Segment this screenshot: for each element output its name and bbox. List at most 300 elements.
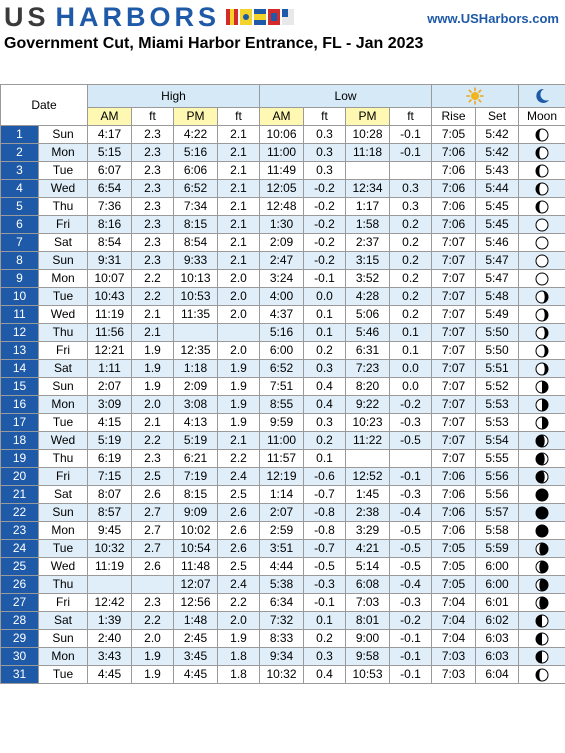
high-pm-time: 6:21 [174,450,218,468]
sun-header [432,85,519,108]
day-name: Thu [39,450,88,468]
waxing-crescent-icon [519,576,565,594]
table-row [1,144,565,162]
low-pm-time: 9:22 [346,396,390,414]
low-pm-time: 10:53 [346,666,390,684]
day-number: 19 [1,450,39,468]
sunset: 5:53 [476,414,519,432]
sunset: 5:44 [476,180,519,198]
low-pm-time: 4:21 [346,540,390,558]
high-am-ft: 2.2 [132,612,174,630]
low-am-ft: -0.1 [304,270,346,288]
day-name: Fri [39,342,88,360]
low-pm-time: 10:23 [346,414,390,432]
sunset: 5:48 [476,288,519,306]
low-pm-ft: 0.2 [390,234,432,252]
low-pm-ft: 0.3 [390,180,432,198]
sunrise: 7:05 [432,540,476,558]
sunrise: 7:07 [432,324,476,342]
high-pm-time: 5:16 [174,144,218,162]
high-am-time: 10:07 [88,270,132,288]
low-pm-time: 1:17 [346,198,390,216]
table-row [1,216,565,234]
high-am-ft: 2.5 [132,468,174,486]
low-am-ft: -0.5 [304,558,346,576]
logo-harbors-text: HARBORS [55,2,221,32]
high-pm-ft: 1.9 [218,378,260,396]
website-link[interactable]: www.USHarbors.com [427,11,559,26]
table-row [1,360,565,378]
low-pm-time: 6:08 [346,576,390,594]
high-pm-time: 10:02 [174,522,218,540]
low-am-ft: 0.4 [304,666,346,684]
sunset: 5:50 [476,324,519,342]
table-row [1,270,565,288]
day-number: 17 [1,414,39,432]
high-am-time: 3:09 [88,396,132,414]
table-row [1,414,565,432]
waxing-gibbous-icon [519,144,565,162]
high-am-ft: 2.3 [132,234,174,252]
high-am-ft: 2.3 [132,216,174,234]
full-moon-icon [519,252,565,270]
high-am-ft: 2.7 [132,540,174,558]
high-am-ft: 1.9 [132,342,174,360]
high-am-time: 8:57 [88,504,132,522]
low-pm-time: 3:29 [346,522,390,540]
low-am-time: 5:16 [260,324,304,342]
high-am-time: 4:17 [88,126,132,144]
day-name: Fri [39,468,88,486]
high-pm-ft: 1.9 [218,414,260,432]
high-am-time: 4:15 [88,414,132,432]
low-am-time: 1:14 [260,486,304,504]
sunset: 5:56 [476,468,519,486]
high-pm-time: 10:54 [174,540,218,558]
day-name: Tue [39,666,88,684]
low-am-ft: 0.2 [304,342,346,360]
sunrise: 7:06 [432,180,476,198]
sunrise: 7:04 [432,612,476,630]
day-name: Sat [39,486,88,504]
high-am-ft: 2.2 [132,270,174,288]
low-am-ft: -0.8 [304,504,346,522]
low-pm-ft: -0.4 [390,504,432,522]
high-pm-time: 7:19 [174,468,218,486]
day-name: Sun [39,630,88,648]
waxing-gibbous-icon [519,126,565,144]
low-am-time: 6:34 [260,594,304,612]
low-pm-ft: -0.1 [390,126,432,144]
low-am-time: 11:49 [260,162,304,180]
sunset: 6:00 [476,576,519,594]
high-pm-time: 11:48 [174,558,218,576]
table-row [1,612,565,630]
sunrise: 7:05 [432,126,476,144]
first-quarter-icon [519,612,565,630]
table-row [1,504,565,522]
low-pm-time: 11:22 [346,432,390,450]
sunrise: 7:03 [432,666,476,684]
low-am-ft-header: ft [304,108,346,126]
low-am-time: 2:59 [260,522,304,540]
new-moon-icon [519,522,565,540]
high-pm-ft: 1.9 [218,360,260,378]
low-am-time: 8:33 [260,630,304,648]
high-pm-ft: 2.5 [218,558,260,576]
low-am-ft: -0.2 [304,234,346,252]
high-pm-time: 6:06 [174,162,218,180]
low-am-ft: 0.1 [304,324,346,342]
day-number: 9 [1,270,39,288]
day-number: 4 [1,180,39,198]
high-pm-ft: 2.2 [218,594,260,612]
low-pm-ft: 0.1 [390,342,432,360]
table-row [1,198,565,216]
day-name: Wed [39,432,88,450]
sunset: 5:49 [476,306,519,324]
table-row [1,432,565,450]
sunset: 5:50 [476,342,519,360]
low-am-time: 9:59 [260,414,304,432]
high-header: High [88,85,260,108]
page-title: Government Cut, Miami Harbor Entrance, FL - Jan 2023 [4,35,424,52]
last-quarter-icon [519,378,565,396]
low-pm-time [346,162,390,180]
high-am-ft: 2.3 [132,594,174,612]
low-pm-ft: -0.1 [390,144,432,162]
day-number: 27 [1,594,39,612]
low-am-header: AM [260,108,304,126]
day-name: Sun [39,504,88,522]
day-number: 18 [1,432,39,450]
day-number: 14 [1,360,39,378]
low-pm-ft: -0.3 [390,486,432,504]
high-am-time: 9:45 [88,522,132,540]
high-pm-ft: 2.0 [218,306,260,324]
high-pm-time: 4:22 [174,126,218,144]
sunset: 5:59 [476,540,519,558]
low-am-ft: 0.0 [304,288,346,306]
low-am-time: 7:32 [260,612,304,630]
low-pm-time: 12:34 [346,180,390,198]
day-number: 1 [1,126,39,144]
low-pm-ft: -0.1 [390,648,432,666]
day-name: Sun [39,378,88,396]
high-pm-ft: 2.6 [218,504,260,522]
day-name: Sat [39,360,88,378]
waxing-crescent-icon [519,558,565,576]
low-am-ft: 0.1 [304,450,346,468]
high-am-ft: 2.1 [132,324,174,342]
day-name: Sun [39,126,88,144]
high-am-time: 8:16 [88,216,132,234]
full-moon-icon [519,270,565,288]
high-pm-ft: 2.1 [218,198,260,216]
sunrise: 7:06 [432,198,476,216]
tide-rows [1,126,565,684]
day-number: 13 [1,342,39,360]
low-pm-time: 3:52 [346,270,390,288]
sunset: 5:57 [476,504,519,522]
day-number: 22 [1,504,39,522]
sunrise: 7:07 [432,252,476,270]
day-name: Mon [39,396,88,414]
high-am-time: 6:07 [88,162,132,180]
low-am-time: 9:34 [260,648,304,666]
high-am-ft: 2.3 [132,126,174,144]
sunset: 5:58 [476,522,519,540]
sunset: 5:56 [476,486,519,504]
table-row [1,486,565,504]
high-pm-time: 1:48 [174,612,218,630]
high-pm-header: PM [174,108,218,126]
high-pm-ft: 2.1 [218,432,260,450]
low-am-ft: -0.7 [304,540,346,558]
low-pm-time: 5:06 [346,306,390,324]
header [0,0,565,84]
low-am-time: 8:55 [260,396,304,414]
low-am-ft: 0.1 [304,612,346,630]
sunrise: 7:05 [432,576,476,594]
low-pm-ft [390,450,432,468]
high-pm-ft: 2.5 [218,486,260,504]
high-pm-ft: 2.6 [218,540,260,558]
full-moon-icon [519,216,565,234]
sunset: 5:42 [476,144,519,162]
high-am-ft: 1.9 [132,648,174,666]
high-pm-time: 5:19 [174,432,218,450]
day-number: 26 [1,576,39,594]
low-am-time: 2:09 [260,234,304,252]
low-am-ft: -0.3 [304,576,346,594]
high-am-time: 11:56 [88,324,132,342]
high-pm-time: 3:08 [174,396,218,414]
high-am-ft: 2.2 [132,432,174,450]
table-row [1,540,565,558]
usharbors-logo [4,4,294,30]
table-row [1,594,565,612]
low-pm-ft: 0.1 [390,324,432,342]
day-name: Mon [39,648,88,666]
low-am-ft: 0.4 [304,378,346,396]
low-pm-time: 2:37 [346,234,390,252]
low-am-ft: 0.4 [304,396,346,414]
high-pm-time: 8:15 [174,216,218,234]
high-pm-ft: 1.9 [218,630,260,648]
day-number: 25 [1,558,39,576]
high-pm-ft: 2.1 [218,126,260,144]
table-row [1,522,565,540]
high-am-ft: 2.3 [132,180,174,198]
high-pm-time [174,324,218,342]
high-am-ft: 2.6 [132,486,174,504]
waning-gibbous-icon [519,306,565,324]
sunrise: 7:06 [432,162,476,180]
high-pm-time: 12:07 [174,576,218,594]
low-pm-time: 5:14 [346,558,390,576]
day-name: Thu [39,576,88,594]
low-pm-ft: 0.2 [390,288,432,306]
high-pm-ft: 2.1 [218,162,260,180]
day-name: Tue [39,162,88,180]
low-am-ft: 0.2 [304,432,346,450]
new-moon-icon [519,486,565,504]
high-pm-time: 7:34 [174,198,218,216]
high-pm-time: 4:13 [174,414,218,432]
high-am-time: 6:54 [88,180,132,198]
day-number: 6 [1,216,39,234]
low-pm-time: 3:15 [346,252,390,270]
high-pm-ft: 2.0 [218,342,260,360]
low-am-ft: -0.1 [304,594,346,612]
high-am-time: 6:19 [88,450,132,468]
low-pm-time: 8:01 [346,612,390,630]
high-am-time: 12:21 [88,342,132,360]
high-pm-ft: 2.6 [218,522,260,540]
logo-us-text: US [4,2,50,32]
sunset: 5:45 [476,198,519,216]
low-am-time: 1:30 [260,216,304,234]
high-pm-time: 8:15 [174,486,218,504]
low-am-time: 7:51 [260,378,304,396]
waning-gibbous-icon [519,360,565,378]
day-name: Thu [39,324,88,342]
low-pm-ft: -0.1 [390,468,432,486]
waxing-gibbous-icon [519,162,565,180]
sunset: 5:42 [476,126,519,144]
day-name: Wed [39,558,88,576]
waxing-crescent-icon [519,540,565,558]
high-am-time: 11:19 [88,558,132,576]
high-pm-ft: 1.8 [218,648,260,666]
high-pm-ft: 2.4 [218,576,260,594]
low-am-time: 3:51 [260,540,304,558]
table-row [1,324,565,342]
sunset: 6:02 [476,612,519,630]
moon-label-header: Moon [519,108,565,126]
waning-crescent-icon [519,432,565,450]
high-am-ft: 2.3 [132,144,174,162]
high-pm-time: 10:13 [174,270,218,288]
low-pm-ft: -0.5 [390,540,432,558]
day-name: Sat [39,234,88,252]
high-am-time: 5:19 [88,432,132,450]
low-am-time: 5:38 [260,576,304,594]
day-name: Mon [39,522,88,540]
high-am-ft: 2.3 [132,252,174,270]
day-number: 21 [1,486,39,504]
first-quarter-icon [519,630,565,648]
moon-header [519,85,565,108]
sunrise: 7:07 [432,342,476,360]
sunrise: 7:07 [432,378,476,396]
day-number: 31 [1,666,39,684]
table-row [1,288,565,306]
sunrise: 7:06 [432,468,476,486]
day-number: 10 [1,288,39,306]
high-pm-ft: 2.0 [218,270,260,288]
day-number: 15 [1,378,39,396]
high-am-time: 7:36 [88,198,132,216]
table-row [1,468,565,486]
sunrise: 7:07 [432,450,476,468]
high-am-ft: 1.9 [132,360,174,378]
day-number: 28 [1,612,39,630]
high-am-ft: 2.3 [132,450,174,468]
low-pm-ft: 0.0 [390,360,432,378]
day-name: Sun [39,252,88,270]
low-am-ft: 0.1 [304,306,346,324]
high-am-ft: 2.1 [132,306,174,324]
day-number: 2 [1,144,39,162]
high-pm-ft [218,324,260,342]
day-name: Tue [39,288,88,306]
last-quarter-icon [519,396,565,414]
high-pm-ft: 2.1 [218,216,260,234]
waning-gibbous-icon [519,342,565,360]
low-pm-time: 4:28 [346,288,390,306]
low-pm-time: 10:28 [346,126,390,144]
day-name: Sat [39,612,88,630]
table-row [1,666,565,684]
table-row [1,234,565,252]
low-am-time: 4:00 [260,288,304,306]
table-row [1,180,565,198]
low-pm-time: 6:31 [346,342,390,360]
high-am-ft: 2.0 [132,396,174,414]
high-am-time: 9:31 [88,252,132,270]
day-name: Mon [39,270,88,288]
high-am-time: 12:42 [88,594,132,612]
table-row [1,450,565,468]
high-pm-time: 12:56 [174,594,218,612]
low-pm-ft: 0.2 [390,216,432,234]
high-pm-time: 4:45 [174,666,218,684]
low-pm-ft: 0.0 [390,378,432,396]
low-am-ft: -0.7 [304,486,346,504]
table-row [1,306,565,324]
day-number: 11 [1,306,39,324]
low-pm-ft [390,162,432,180]
high-pm-ft: 2.2 [218,450,260,468]
sunrise: 7:06 [432,504,476,522]
low-am-ft: -0.2 [304,180,346,198]
high-am-ft: 1.9 [132,378,174,396]
low-pm-ft: -0.3 [390,594,432,612]
sunset: 6:03 [476,648,519,666]
sunrise: 7:07 [432,414,476,432]
table-row [1,648,565,666]
table-row [1,342,565,360]
sunrise: 7:07 [432,288,476,306]
low-pm-ft: -0.2 [390,396,432,414]
table-row [1,126,565,144]
low-am-time: 6:00 [260,342,304,360]
low-pm-time: 5:46 [346,324,390,342]
high-am-ft: 1.9 [132,666,174,684]
high-am-ft-header: ft [132,108,174,126]
sunrise: 7:04 [432,630,476,648]
low-pm-header: PM [346,108,390,126]
day-number: 5 [1,198,39,216]
high-am-ft: 2.3 [132,198,174,216]
day-name: Thu [39,198,88,216]
low-am-ft: 0.3 [304,126,346,144]
high-am-time: 10:43 [88,288,132,306]
table-row [1,630,565,648]
low-pm-time: 7:03 [346,594,390,612]
